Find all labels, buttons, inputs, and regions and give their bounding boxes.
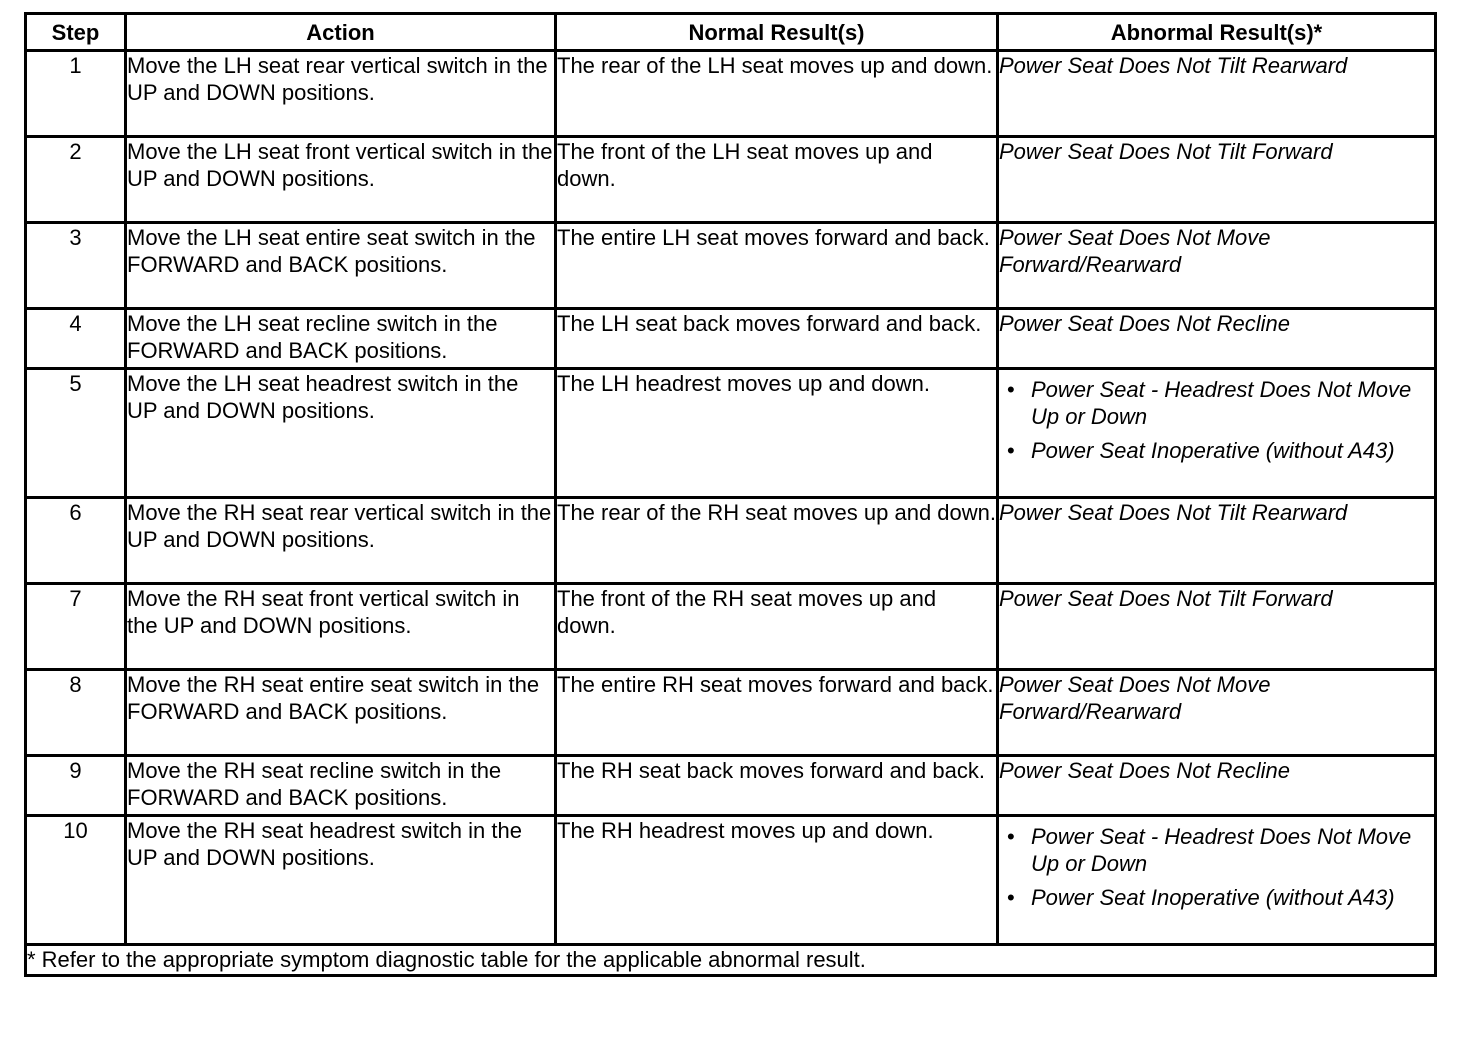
footnote: * Refer to the appropriate symptom diagnostic table for the applicable abnormal result. [26, 945, 1436, 976]
abnormal-result-link[interactable]: Power Seat Does Not Tilt Rearward [999, 500, 1348, 525]
normal-result-text: The RH seat back moves forward and back. [556, 756, 998, 816]
action-text: Move the LH seat entire seat switch in the FORWARD and BACK positions. [126, 223, 556, 309]
abnormal-result-link[interactable]: • Power Seat Inoperative (without A43) [1031, 437, 1434, 464]
step-number: 5 [26, 369, 126, 498]
abnormal-result-link[interactable]: Power Seat Does Not Tilt Forward [999, 586, 1333, 611]
abnormal-result-link[interactable]: Power Seat Does Not Recline [999, 311, 1291, 336]
abnormal-result-link[interactable]: Power Seat Does Not Tilt Forward [999, 139, 1333, 164]
abnormal-result-cell [998, 670, 1436, 756]
abnormal-result-cell [998, 498, 1436, 584]
header-step: Step [26, 14, 126, 51]
normal-result-text: The front of the LH seat moves up and down. [556, 137, 998, 223]
table-row [26, 309, 1436, 369]
abnormal-result-cell [998, 756, 1436, 816]
abnormal-result-cell [998, 816, 1436, 945]
step-number: 2 [26, 137, 126, 223]
step-number: 7 [26, 584, 126, 670]
abnormal-result-cell [998, 223, 1436, 309]
diagnostic-table [24, 12, 1437, 977]
table-row [26, 223, 1436, 309]
normal-result-text: The LH seat back moves forward and back. [556, 309, 998, 369]
step-number: 6 [26, 498, 126, 584]
abnormal-result-link[interactable]: • Power Seat - Headrest Does Not Move Up or Down [1031, 376, 1434, 430]
abnormal-result-link[interactable]: Power Seat Does Not Move Forward/Rearward [999, 225, 1271, 277]
abnormal-result-cell [998, 369, 1436, 498]
abnormal-result-link[interactable]: • Power Seat - Headrest Does Not Move Up or Down [1031, 823, 1434, 877]
table-row [26, 498, 1436, 584]
abnormal-result-link[interactable]: Power Seat Does Not Tilt Rearward [999, 53, 1348, 78]
header-normal-results: Normal Result(s) [556, 14, 998, 51]
abnormal-result-list [999, 823, 1434, 911]
action-text: Move the LH seat headrest switch in the UP and DOWN positions. [126, 369, 556, 498]
step-number: 10 [26, 816, 126, 945]
action-text: Move the RH seat front vertical switch in the UP and DOWN positions. [126, 584, 556, 670]
table-row [26, 816, 1436, 945]
step-number: 1 [26, 51, 126, 137]
table-row [26, 51, 1436, 137]
normal-result-text: The entire RH seat moves forward and back. [556, 670, 998, 756]
action-text: Move the RH seat rear vertical switch in the UP and DOWN positions. [126, 498, 556, 584]
step-number: 3 [26, 223, 126, 309]
abnormal-result-link[interactable]: Power Seat Does Not Recline [999, 758, 1291, 783]
action-text: Move the LH seat rear vertical switch in the UP and DOWN positions. [126, 51, 556, 137]
abnormal-result-cell [998, 309, 1436, 369]
normal-result-text: The rear of the RH seat moves up and down. [556, 498, 998, 584]
footnote-row [26, 945, 1436, 976]
abnormal-result-cell [998, 137, 1436, 223]
abnormal-result-link[interactable]: • Power Seat Inoperative (without A43) [1031, 884, 1434, 911]
abnormal-result-list [999, 376, 1434, 464]
normal-result-text: The LH headrest moves up and down. [556, 369, 998, 498]
normal-result-text: The entire LH seat moves forward and back. [556, 223, 998, 309]
abnormal-result-cell [998, 51, 1436, 137]
table-row [26, 756, 1436, 816]
normal-result-text: The RH headrest moves up and down. [556, 816, 998, 945]
step-number: 8 [26, 670, 126, 756]
normal-result-text: The rear of the LH seat moves up and down. [556, 51, 998, 137]
table-row [26, 670, 1436, 756]
normal-result-text: The front of the RH seat moves up and down. [556, 584, 998, 670]
table-row [26, 584, 1436, 670]
action-text: Move the RH seat headrest switch in the UP and DOWN positions. [126, 816, 556, 945]
header-abnormal-results: Abnormal Result(s)* [998, 14, 1436, 51]
action-text: Move the LH seat recline switch in the FORWARD and BACK positions. [126, 309, 556, 369]
table-row [26, 137, 1436, 223]
action-text: Move the RH seat recline switch in the FORWARD and BACK positions. [126, 756, 556, 816]
header-action: Action [126, 14, 556, 51]
action-text: Move the LH seat front vertical switch in the UP and DOWN positions. [126, 137, 556, 223]
step-number: 4 [26, 309, 126, 369]
step-number: 9 [26, 756, 126, 816]
action-text: Move the RH seat entire seat switch in the FORWARD and BACK positions. [126, 670, 556, 756]
abnormal-result-link[interactable]: Power Seat Does Not Move Forward/Rearward [999, 672, 1271, 724]
header-row [26, 14, 1436, 51]
table-row [26, 369, 1436, 498]
abnormal-result-cell [998, 584, 1436, 670]
